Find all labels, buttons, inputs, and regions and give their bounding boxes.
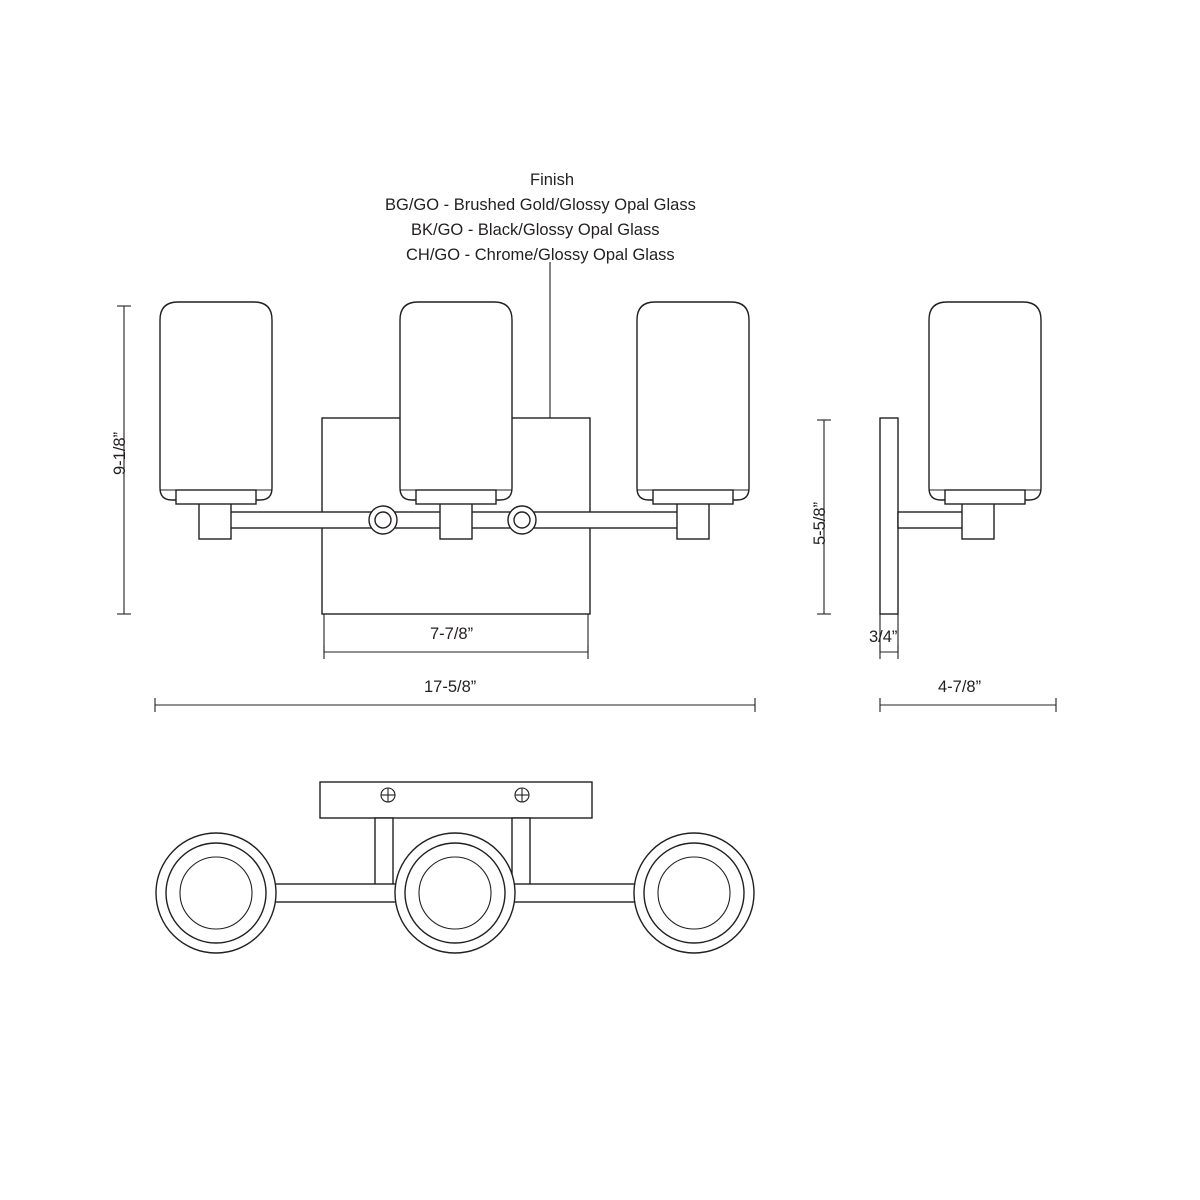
plan-shade-left [156, 833, 276, 953]
dim-overall-depth [880, 698, 1056, 712]
leader-line [547, 262, 553, 434]
finish-option-ch: CH/GO - Chrome/Glossy Opal Glass [406, 246, 675, 264]
dim-backplate-depth-label: 3/4” [869, 628, 898, 646]
front-elevation-view [160, 302, 749, 614]
dim-height-front-label: 9-1/8” [111, 431, 129, 475]
shade-right [637, 302, 749, 504]
plan-shade-center [395, 833, 515, 953]
finish-note-heading: Finish [530, 171, 575, 189]
dim-overall-width-label: 17-5/8” [424, 678, 477, 696]
dim-backplate-width-label: 7-7/8” [430, 625, 474, 643]
dim-height-side [817, 420, 831, 614]
dim-height-front [117, 306, 158, 614]
top-plan-view [156, 782, 754, 953]
shade-left [160, 302, 272, 504]
dim-overall-width [155, 698, 755, 712]
finish-option-bg: BG/GO - Brushed Gold/Glossy Opal Glass [385, 196, 696, 214]
dim-overall-depth-label: 4-7/8” [938, 678, 982, 696]
plan-shade-right [634, 833, 754, 953]
dim-backplate-width [324, 614, 588, 659]
side-elevation-view [880, 302, 1041, 614]
dim-backplate-depth [880, 614, 898, 659]
finish-option-bk: BK/GO - Black/Glossy Opal Glass [411, 221, 660, 239]
dim-height-side-label: 5-5/8” [811, 501, 829, 545]
shade-center [400, 302, 512, 504]
